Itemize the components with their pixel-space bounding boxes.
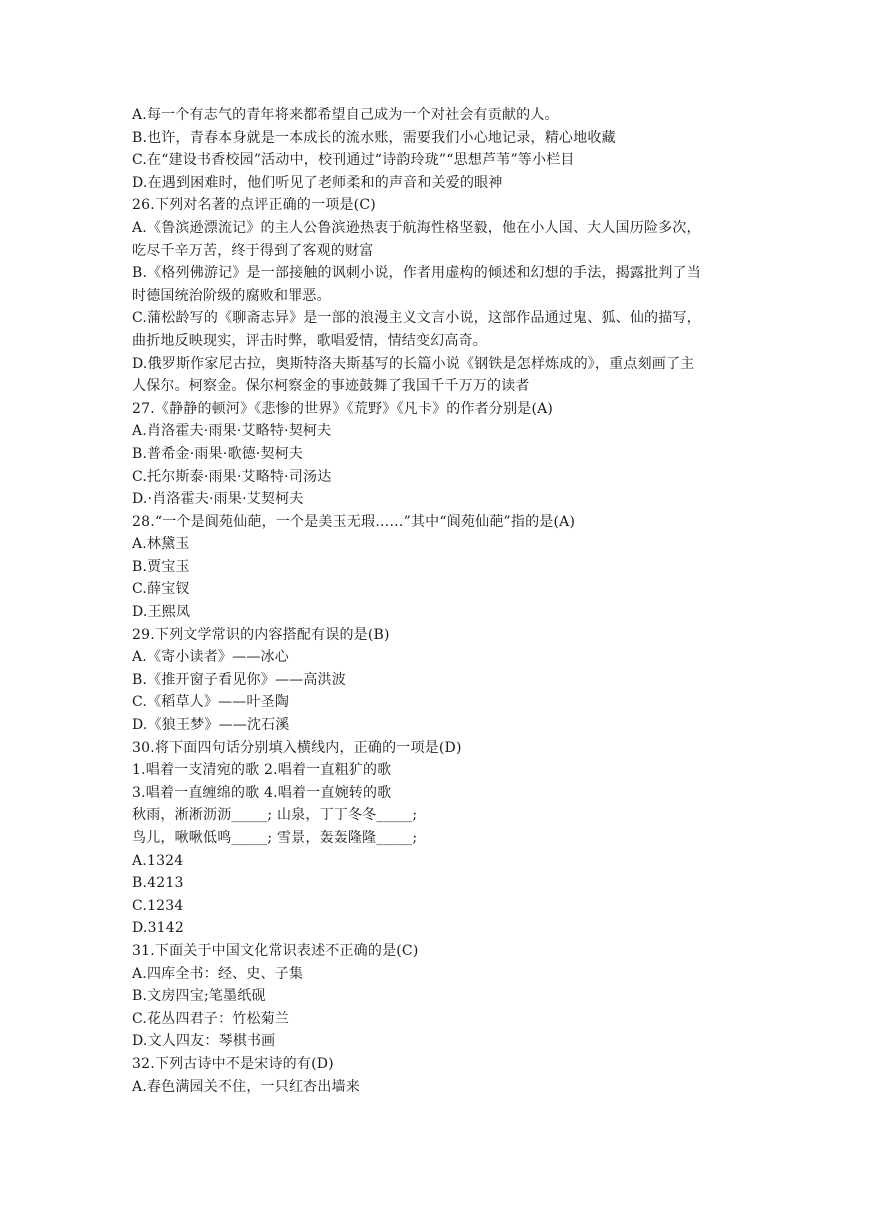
text-line: 时德国统治阶级的腐败和罪恶。 <box>132 287 331 304</box>
text-line: A.林黛玉 <box>132 536 190 553</box>
text-line: D.·肖洛霍夫·雨果·艾契柯夫 <box>132 491 304 508</box>
text-line: 鸟儿，啾啾低鸣_____; 雪景，轰轰隆隆_____; <box>132 830 418 846</box>
text-line: A.每一个有志气的青年将来都希望自己成为一个对社会有贡献的人。 <box>132 107 559 123</box>
text-line: A.四库全书：经、史、子集 <box>132 965 304 982</box>
text-line: C.1234 <box>132 897 184 914</box>
text-line: B.《推开窗子看见你》——高洪波 <box>132 671 346 688</box>
text-line: B.普希金·雨果·歌德·契柯夫 <box>132 445 304 462</box>
text-line: 秋雨，淅淅沥沥_____; 山泉，丁丁冬冬_____; <box>132 807 418 824</box>
text-line: A.《鲁滨逊漂流记》的主人公鲁滨逊热衷于航海性格坚毅，他在小人国、大人国历险多次， <box>132 219 701 236</box>
text-line: B.也许，青春本身就是一本成长的流水账，需要我们小心地记录，精心地收藏 <box>132 129 616 146</box>
text-line: D.在遇到困难时，他们听见了老师柔和的声音和关爱的眼神 <box>132 174 503 191</box>
text-line: C.薛宝钗 <box>132 581 190 598</box>
text-line: 曲折地反映现实，评击时弊，歌唱爱情，情结变幻高奇。 <box>132 332 487 349</box>
text-line: B.4213 <box>132 875 184 892</box>
question-30: 30.将下面四句话分别填入横线内，正确的一项是(D) <box>132 739 462 756</box>
text-line: C.蒲松龄写的《聊斋志异》是一部的浪漫主义文言小说，这部作品通过鬼、狐、仙的描写， <box>132 310 701 327</box>
text-line: D.《狼王梦》——沈石溪 <box>132 717 290 734</box>
text-line: B.贾宝玉 <box>132 558 190 575</box>
text-line: A.春色满园关不住，一只红杏出墙来 <box>132 1078 360 1095</box>
text-line: A.肖洛霍夫·雨果·艾略特·契柯夫 <box>132 423 332 440</box>
question-29: 29.下列文学常识的内容搭配有误的是(B) <box>132 626 390 643</box>
text-line: C.花丛四君子：竹松菊兰 <box>132 1010 290 1027</box>
text-line: C.在“建设书香校园”活动中，校刊通过“诗韵玲珑”“思想芦苇”等小栏目 <box>132 152 575 169</box>
text-line: 吃尽千辛万苦，终于得到了客观的财富 <box>132 242 374 259</box>
text-line: C.《稻草人》——叶圣陶 <box>132 694 290 711</box>
question-32: 32.下列古诗中不是宋诗的有(D) <box>132 1055 334 1072</box>
question-31: 31.下面关于中国文化常识表述不正确的是(C) <box>132 942 419 959</box>
question-27: 27.《静静的顿河》《悲惨的世界》《荒野》《凡卡》的作者分别是(A) <box>132 400 554 417</box>
document-body <box>132 104 772 1098</box>
text-line: 人保尔。柯察金。保尔柯察金的事迹鼓舞了我国千千万万的读者 <box>132 378 530 395</box>
question-28: 28.“一个是阆苑仙葩，一个是美玉无瑕……”其中“阆苑仙葩”指的是(A) <box>132 513 576 530</box>
text-line: B.文房四宝;笔墨纸砚 <box>132 988 266 1005</box>
text-line: 1.唱着一支清宛的歌 2.唱着一直粗犷的歌 <box>132 762 392 779</box>
text-line: D.3142 <box>132 920 185 937</box>
text-line: A.《寄小读者》——冰心 <box>132 649 289 666</box>
text-line: 3.唱着一直缠绵的歌 4.唱着一直婉转的歌 <box>132 784 392 801</box>
text-line: B.《格列佛游记》是一部接触的讽刺小说，作者用虚构的倾述和幻想的手法，揭露批判了当 <box>132 265 701 282</box>
text-line: D.王熙凤 <box>132 604 191 621</box>
question-26: 26.下列对名著的点评正确的一项是(C) <box>132 197 376 214</box>
text-line: A.1324 <box>132 852 184 869</box>
text-line: D.俄罗斯作家尼古拉，奥斯特洛夫斯基写的长篇小说《钢铁是怎样炼成的》，重点刻画了主 <box>132 355 695 372</box>
text-line: D.文人四友：琴棋书画 <box>132 1033 276 1050</box>
text-line: C.托尔斯泰·雨果·艾略特·司汤达 <box>132 468 332 485</box>
